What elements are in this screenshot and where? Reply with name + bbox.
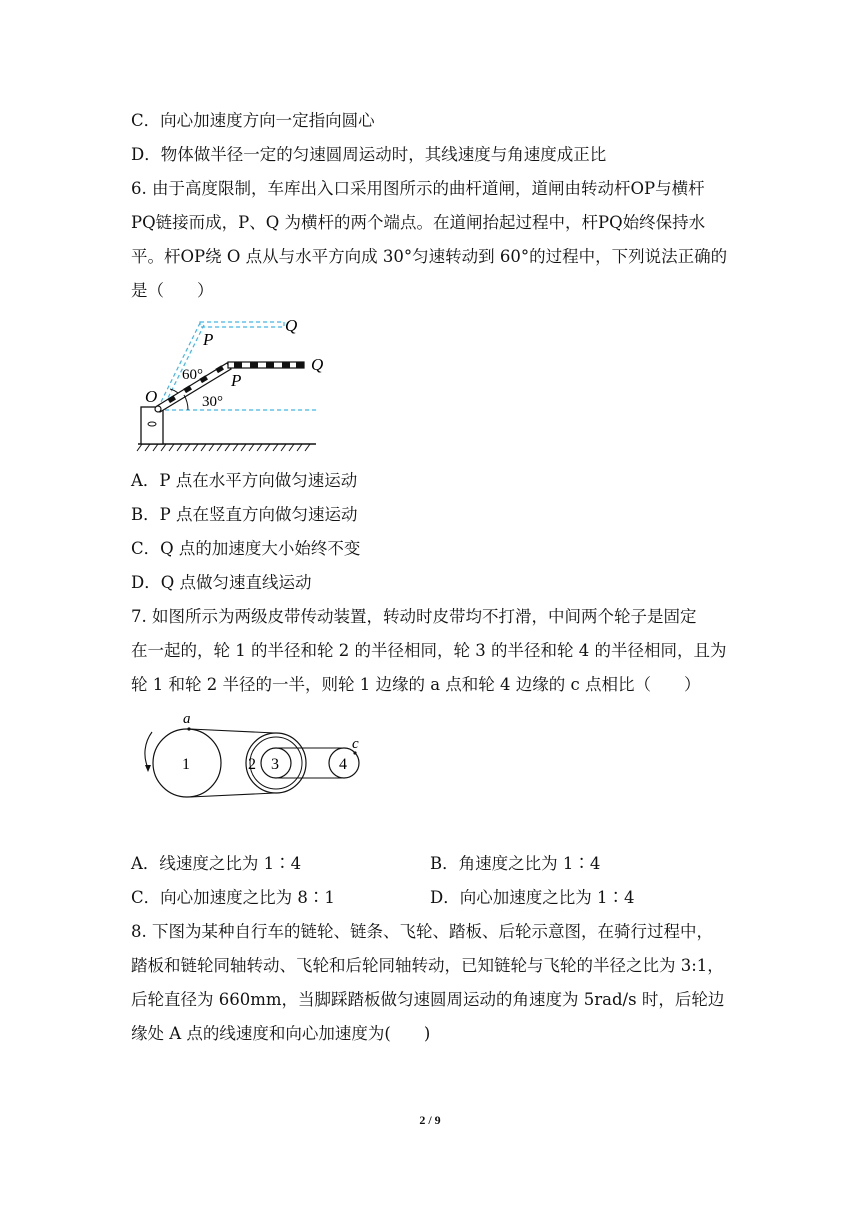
q7-belt-drive-figure	[135, 708, 375, 808]
q7-label-a: a	[183, 711, 191, 727]
q7-wheel-4-label: 4	[339, 756, 347, 773]
q5-option-c: C．向心加速度方向一定指向圆心	[131, 111, 375, 130]
q7-wheel-2-label: 2	[248, 756, 256, 773]
q6-stem-line-4: 是（ ）	[131, 281, 214, 300]
q8-stem-line-2: 踏板和链轮同轴转动、飞轮和后轮同轴转动，已知链轮与飞轮的半径之比为 3:1，	[131, 956, 724, 975]
q6-option-d: D．Q 点做匀速直线运动	[131, 573, 312, 592]
q6-stem-line-1: 6. 由于高度限制，车库出入口采用图所示的曲杆道闸，道闸由转动杆OP与横杆	[131, 179, 705, 198]
q8-stem-line-3: 后轮直径为 660mm，当脚踩踏板做匀速圆周运动的角速度为 5rad/s 时，后轮边	[131, 990, 725, 1009]
q6-label-q-top: Q	[285, 316, 298, 335]
q6-stem-line-3: 平。杆OP绕 O 点从与水平方向成 30°匀速转动到 60°的过程中，下列说法正确的	[131, 247, 728, 266]
q5-option-d: D．物体做半径一定的匀速圆周运动时，其线速度与角速度成正比	[131, 145, 607, 164]
q6-label-q-bottom: Q	[311, 355, 324, 374]
q6-barrier-gate-figure	[130, 310, 330, 456]
q8-stem-line-4: 缘处 A 点的线速度和向心加速度为( )	[131, 1024, 431, 1043]
q7-label-c: c	[352, 736, 359, 752]
q7-stem-line-2: 在一起的，轮 1 的半径和轮 2 的半径相同，轮 3 的半径和轮 4 的半径相同，且为	[131, 641, 727, 660]
q7-wheel-1-label: 1	[182, 756, 190, 773]
q7-option-d: D．向心加速度之比为 1∶4	[430, 888, 635, 907]
q6-angle-60: 60°	[182, 367, 203, 383]
q7-option-b: B．角速度之比为 1∶4	[430, 854, 601, 873]
q7-option-a: A．线速度之比为 1∶4	[131, 854, 302, 873]
q7-option-c: C．向心加速度之比为 8∶1	[131, 888, 335, 907]
q6-option-a: A．P 点在水平方向做匀速运动	[131, 471, 358, 490]
q6-angle-30: 30°	[202, 394, 223, 410]
q6-option-c: C．Q 点的加速度大小始终不变	[131, 539, 361, 558]
q6-label-o: O	[145, 387, 158, 406]
q6-option-b: B．P 点在竖直方向做匀速运动	[131, 505, 358, 524]
q7-stem-line-1: 7. 如图所示为两级皮带传动装置，转动时皮带均不打滑，中间两个轮子是固定	[131, 607, 697, 626]
q6-label-p-bottom: P	[231, 371, 242, 390]
q6-stem-line-2: PQ链接而成，P、Q 为横杆的两个端点。在道闸抬起过程中，杆PQ始终保持水	[131, 213, 706, 232]
q6-label-p-top: P	[203, 330, 214, 349]
q8-stem-line-1: 8. 下图为某种自行车的链轮、链条、飞轮、踏板、后轮示意图，在骑行过程中，	[131, 922, 713, 941]
page-number: 2 / 9	[419, 1113, 441, 1127]
q7-stem-line-3: 轮 1 和轮 2 半径的一半，则轮 1 边缘的 a 点和轮 4 边缘的 c 点相比（ ）	[131, 675, 701, 694]
q7-wheel-3-label: 3	[271, 756, 279, 773]
